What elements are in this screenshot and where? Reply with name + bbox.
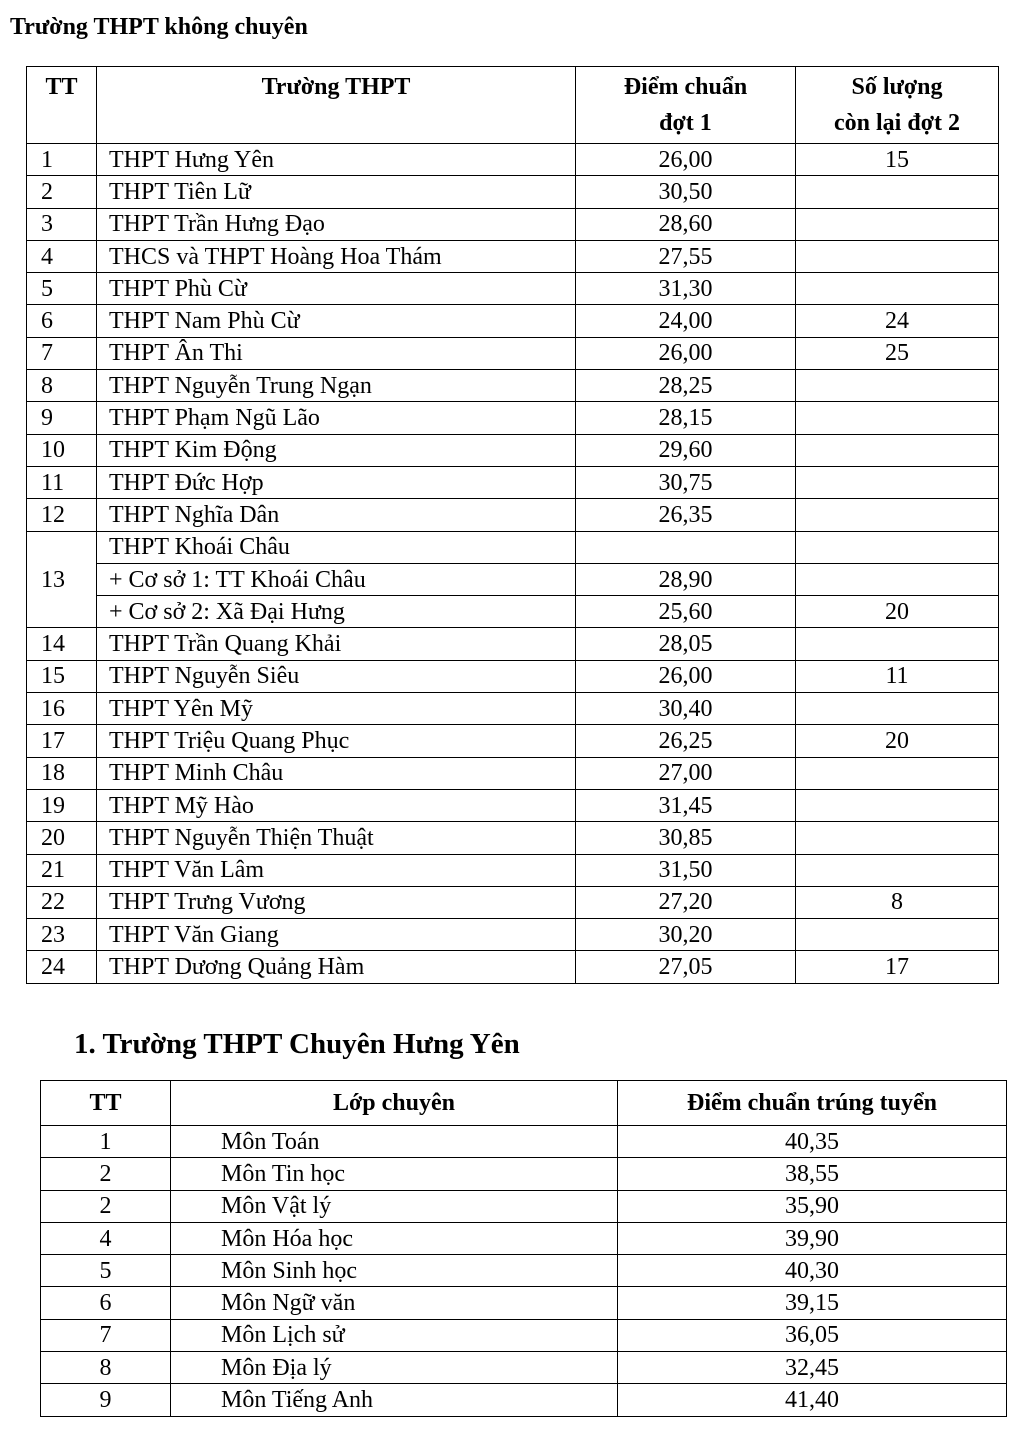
- score-round1: 30,40: [576, 693, 796, 725]
- school-name: THPT Mỹ Hào: [97, 789, 576, 821]
- score-round1: [576, 531, 796, 563]
- remaining-round2: 8: [796, 886, 999, 918]
- row-number: 2: [41, 1158, 171, 1190]
- row-number: 9: [41, 1384, 171, 1416]
- remaining-round2: [796, 208, 999, 240]
- campus-name: + Cơ sở 1: TT Khoái Châu: [97, 563, 576, 595]
- remaining-round2: [796, 854, 999, 886]
- table-row: [27, 240, 999, 272]
- admission-score: 32,45: [618, 1352, 1007, 1384]
- row-number: 5: [41, 1255, 171, 1287]
- row-number: 14: [27, 628, 97, 660]
- score-round1: 30,20: [576, 919, 796, 951]
- score-round1: 24,00: [576, 305, 796, 337]
- school-name: THPT Phạm Ngũ Lão: [97, 402, 576, 434]
- school-name: THPT Kim Động: [97, 434, 576, 466]
- row-number: 6: [27, 305, 97, 337]
- remaining-round2: [796, 273, 999, 305]
- remaining-round2: [796, 531, 999, 563]
- table-row: [27, 919, 999, 951]
- specialized-class: Môn Sinh học: [171, 1255, 618, 1287]
- school-name: THPT Nguyễn Thiện Thuật: [97, 822, 576, 854]
- specialized-class: Môn Ngữ văn: [171, 1287, 618, 1319]
- table-row: [27, 273, 999, 305]
- table-row: [41, 1352, 1007, 1384]
- admission-score: 39,15: [618, 1287, 1007, 1319]
- table-row: [41, 1287, 1007, 1319]
- row-number: 1: [41, 1126, 171, 1158]
- non-specialized-schools-table: [26, 66, 999, 984]
- table-row: [27, 725, 999, 757]
- remaining-round2: [796, 563, 999, 595]
- table-row: [27, 144, 999, 176]
- header-school: Trường THPT: [97, 67, 576, 144]
- admission-score: 40,35: [618, 1126, 1007, 1158]
- school-name: THPT Trần Quang Khải: [97, 628, 576, 660]
- table-header-row: [41, 1081, 1007, 1126]
- admission-score: 39,90: [618, 1222, 1007, 1254]
- table-row: [27, 822, 999, 854]
- specialized-class: Môn Lịch sử: [171, 1319, 618, 1351]
- row-number: 15: [27, 660, 97, 692]
- section-title-non-specialized: Trường THPT không chuyên: [10, 14, 308, 40]
- row-number: 11: [27, 466, 97, 498]
- header-remain-line1: Số lượng: [851, 74, 943, 100]
- specialized-class: Môn Vật lý: [171, 1190, 618, 1222]
- campus-name: + Cơ sở 2: Xã Đại Hưng: [97, 596, 576, 628]
- row-number: 13: [27, 531, 97, 628]
- table-row: [27, 660, 999, 692]
- remaining-round2: [796, 466, 999, 498]
- row-number: 6: [41, 1287, 171, 1319]
- school-name: THPT Triệu Quang Phục: [97, 725, 576, 757]
- score-round1: 29,60: [576, 434, 796, 466]
- school-name: THPT Tiên Lữ: [97, 176, 576, 208]
- table-row: [41, 1384, 1007, 1416]
- remaining-round2: [796, 240, 999, 272]
- remaining-round2: 15: [796, 144, 999, 176]
- row-number: 3: [27, 208, 97, 240]
- score-round1: 27,05: [576, 951, 796, 983]
- school-name: THPT Nam Phù Cừ: [97, 305, 576, 337]
- table-row: [41, 1255, 1007, 1287]
- school-name: THPT Khoái Châu: [97, 531, 576, 563]
- table-row: [27, 434, 999, 466]
- school-name: THPT Trưng Vương: [97, 886, 576, 918]
- row-number: 18: [27, 757, 97, 789]
- admission-score: 35,90: [618, 1190, 1007, 1222]
- row-number: 19: [27, 789, 97, 821]
- table-row: [27, 305, 999, 337]
- remaining-round2: 20: [796, 725, 999, 757]
- header-remain-line2: còn lại đợt 2: [834, 110, 960, 136]
- table-row: [27, 466, 999, 498]
- school-name: THPT Văn Lâm: [97, 854, 576, 886]
- table-row: [27, 370, 999, 402]
- school-name: THPT Yên Mỹ: [97, 693, 576, 725]
- remaining-round2: 25: [796, 337, 999, 369]
- row-number: 21: [27, 854, 97, 886]
- header-score-round1: [576, 67, 796, 144]
- score-round1: 26,00: [576, 337, 796, 369]
- section-title-specialized: 1. Trường THPT Chuyên Hưng Yên: [74, 1028, 520, 1060]
- row-number: 16: [27, 693, 97, 725]
- score-round1: 28,15: [576, 402, 796, 434]
- remaining-round2: [796, 434, 999, 466]
- table-row: [41, 1222, 1007, 1254]
- score-round1: 27,00: [576, 757, 796, 789]
- row-number: 24: [27, 951, 97, 983]
- school-name: THPT Minh Châu: [97, 757, 576, 789]
- remaining-round2: [796, 628, 999, 660]
- school-name: THPT Văn Giang: [97, 919, 576, 951]
- table-header-row: [27, 67, 999, 144]
- table-row: [27, 499, 999, 531]
- table-subrow: [27, 563, 999, 595]
- admission-score: 41,40: [618, 1384, 1007, 1416]
- table-row: [41, 1319, 1007, 1351]
- header-score-line2: đợt 1: [659, 110, 712, 136]
- school-name: THCS và THPT Hoàng Hoa Thám: [97, 240, 576, 272]
- table-row: [27, 951, 999, 983]
- row-number: 5: [27, 273, 97, 305]
- school-name: THPT Trần Hưng Đạo: [97, 208, 576, 240]
- table-row: [27, 886, 999, 918]
- row-number: 8: [27, 370, 97, 402]
- header-remaining-round2: [796, 67, 999, 144]
- remaining-round2: 17: [796, 951, 999, 983]
- specialized-school-table: [40, 1080, 1007, 1417]
- remaining-round2: 11: [796, 660, 999, 692]
- row-number: 8: [41, 1352, 171, 1384]
- score-round1: 30,75: [576, 466, 796, 498]
- score-round1: 26,00: [576, 144, 796, 176]
- header-tt: TT: [41, 1081, 171, 1126]
- score-round1: 31,30: [576, 273, 796, 305]
- row-number: 20: [27, 822, 97, 854]
- remaining-round2: [796, 402, 999, 434]
- remaining-round2: [796, 693, 999, 725]
- school-name: THPT Nghĩa Dân: [97, 499, 576, 531]
- table-row: [27, 854, 999, 886]
- table-row: [27, 402, 999, 434]
- row-number: 17: [27, 725, 97, 757]
- remaining-round2: [796, 822, 999, 854]
- score-round1: 25,60: [576, 596, 796, 628]
- table-subrow: [27, 596, 999, 628]
- row-number: 4: [41, 1222, 171, 1254]
- score-round1: 26,35: [576, 499, 796, 531]
- row-number: 23: [27, 919, 97, 951]
- remaining-round2: [796, 370, 999, 402]
- table-row: [27, 337, 999, 369]
- specialized-class: Môn Toán: [171, 1126, 618, 1158]
- row-number: 10: [27, 434, 97, 466]
- score-round1: 27,55: [576, 240, 796, 272]
- row-number: 1: [27, 144, 97, 176]
- score-round1: 31,45: [576, 789, 796, 821]
- table-row: [27, 757, 999, 789]
- table-row: [27, 531, 999, 563]
- specialized-class: Môn Địa lý: [171, 1352, 618, 1384]
- score-round1: 28,60: [576, 208, 796, 240]
- school-name: THPT Đức Hợp: [97, 466, 576, 498]
- score-round1: 28,90: [576, 563, 796, 595]
- score-round1: 27,20: [576, 886, 796, 918]
- specialized-class: Môn Tiếng Anh: [171, 1384, 618, 1416]
- row-number: 12: [27, 499, 97, 531]
- score-round1: 26,00: [576, 660, 796, 692]
- row-number: 2: [27, 176, 97, 208]
- table-row: [27, 176, 999, 208]
- remaining-round2: [796, 789, 999, 821]
- table-row: [41, 1126, 1007, 1158]
- admission-score: 36,05: [618, 1319, 1007, 1351]
- remaining-round2: 24: [796, 305, 999, 337]
- school-name: THPT Dương Quảng Hàm: [97, 951, 576, 983]
- table-row: [27, 628, 999, 660]
- table-row: [27, 693, 999, 725]
- score-round1: 28,05: [576, 628, 796, 660]
- row-number: 9: [27, 402, 97, 434]
- table-row: [41, 1190, 1007, 1222]
- score-round1: 28,25: [576, 370, 796, 402]
- header-tt: TT: [27, 67, 97, 144]
- header-score-line1: Điểm chuẩn: [623, 74, 748, 100]
- score-round1: 26,25: [576, 725, 796, 757]
- remaining-round2: [796, 757, 999, 789]
- remaining-round2: [796, 919, 999, 951]
- header-subject: Lớp chuyên: [171, 1081, 618, 1126]
- table-row: [27, 789, 999, 821]
- row-number: 22: [27, 886, 97, 918]
- remaining-round2: 20: [796, 596, 999, 628]
- school-name: THPT Nguyễn Trung Ngạn: [97, 370, 576, 402]
- row-number: 4: [27, 240, 97, 272]
- admission-score: 38,55: [618, 1158, 1007, 1190]
- row-number: 7: [27, 337, 97, 369]
- score-round1: 30,85: [576, 822, 796, 854]
- school-name: THPT Hưng Yên: [97, 144, 576, 176]
- table-body: [27, 144, 999, 984]
- score-round1: 30,50: [576, 176, 796, 208]
- specialized-class: Môn Tin học: [171, 1158, 618, 1190]
- table-row: [41, 1158, 1007, 1190]
- table-body: [41, 1126, 1007, 1417]
- header-admission-score: Điểm chuẩn trúng tuyển: [618, 1081, 1007, 1126]
- school-name: THPT Ân Thi: [97, 337, 576, 369]
- row-number: 2: [41, 1190, 171, 1222]
- school-name: THPT Nguyễn Siêu: [97, 660, 576, 692]
- remaining-round2: [796, 499, 999, 531]
- table-row: [27, 208, 999, 240]
- row-number: 7: [41, 1319, 171, 1351]
- score-round1: 31,50: [576, 854, 796, 886]
- admission-score: 40,30: [618, 1255, 1007, 1287]
- specialized-class: Môn Hóa học: [171, 1222, 618, 1254]
- school-name: THPT Phù Cừ: [97, 273, 576, 305]
- remaining-round2: [796, 176, 999, 208]
